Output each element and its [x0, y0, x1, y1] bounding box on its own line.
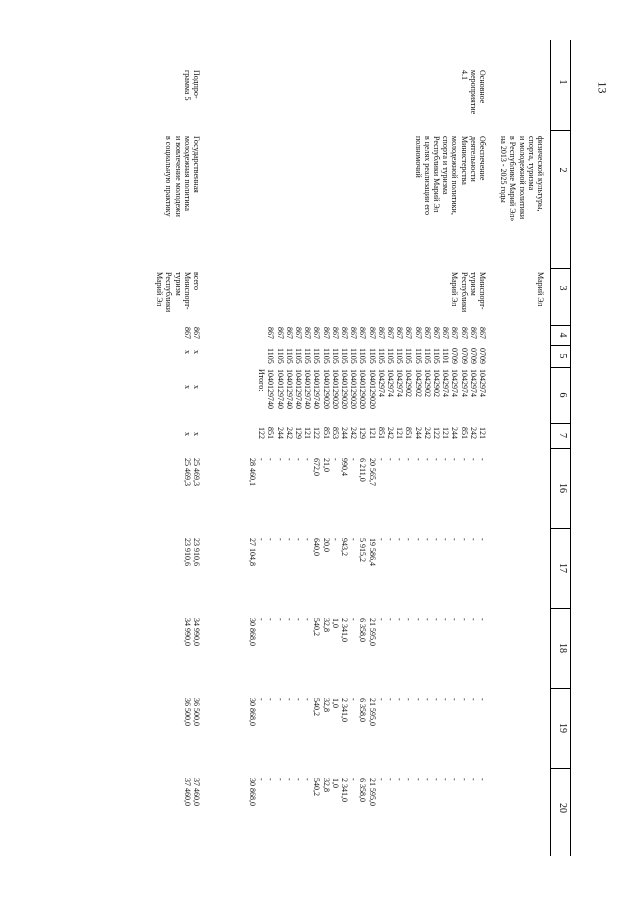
cell-r2-c4: 867 867 — [182, 327, 201, 339]
col-header-3: 3 — [557, 285, 568, 291]
cell-r1-c19: - - - - - - - - - - - - 21 595,0 6 358,0 - 2 341,0 1,0 32,8 540,2 - - - - - - 30 868,0 — [247, 698, 487, 726]
cell-r1-c7: 121 242 851 244 121 122 242 244 851 121 242 851 121 129 242 244 853 851 122 121 129 242 244 851 122 — [257, 427, 487, 439]
cell-r2-c17: 23 910,6 23 910,6 — [182, 538, 201, 566]
cell-r1-c2: Обеспечение деятельности Министерства молодежной политики, спорта и туризма Республики Марий Эл в целях реализации его полномочий — [413, 136, 487, 216]
col-header-6: 6 — [557, 392, 568, 398]
cell-r1-c1: Основное мероприятие 4.1 — [459, 70, 487, 115]
cell-r2-c20: 37 460,0 37 460,0 — [182, 778, 201, 806]
cell-r2-c3: всего Минспорт- туризм Республики Марий Эл — [155, 272, 201, 313]
cell-r2-c16: 25 469,3 25 469,3 — [182, 458, 201, 486]
cell-r1-c16: - - - - - - - - - - - - 20 565,7 6 211,0 - 990,4 - 21,0 672,0 - - - - - - 28 460,1 — [247, 458, 487, 486]
col-header-20: 20 — [557, 803, 568, 813]
table-header-row — [550, 40, 571, 856]
cell-r1-c6: 1042974 1042974 1042974 1042974 1042974 1042902 1042902 1042902 1042902 1042974 1042974 1042974 1040129020 1040129020 1040129020 1040129020 1040129020 1040129020 1040129740 1040129740 1040129740 1040129740 1040129740 1040129740 Итого: — [257, 369, 487, 409]
cell-r0-c2: физической культуры, спорта, туризма и молодежной политики в Республике Марий Эл» на 2013 - 2025 годы — [499, 136, 545, 222]
cell-r2-c19: 36 500,0 36 500,0 — [182, 698, 201, 726]
cell-r2-c1: Подпро- грамма 5 — [182, 70, 201, 101]
budget-table — [111, 40, 568, 856]
col-header-5: 5 — [557, 353, 568, 359]
col-header-19: 19 — [557, 723, 568, 733]
col-header-16: 16 — [557, 483, 568, 493]
col-header-17: 17 — [557, 563, 568, 573]
col-header-7: 7 — [557, 433, 568, 438]
cell-r2-c2: Государственная молодежная политика и вовлечение молодежи в социальную практику — [164, 136, 201, 217]
cell-r1-c18: - - - - - - - - - - - - 21 595,0 6 358,0 - 2 341,0 1,0 32,8 540,2 - - - - - - 30 868,0 — [247, 618, 487, 646]
cell-r2-c7: x x — [182, 432, 201, 436]
cell-r1-c3: Минспорт- туризм Республики Марий Эл — [450, 272, 487, 313]
rotated-table-body — [111, 40, 571, 856]
cell-r2-c6: x x — [182, 385, 201, 389]
cell-r1-c4: 867 867 867 867 867 867 867 867 867 867 867 867 867 867 867 867 867 867 867 867 867 867 867 867 — [266, 327, 487, 339]
col-header-4: 4 — [557, 332, 568, 338]
cell-r1-c5: 0709 0709 0709 0709 1101 1105 1105 1105 1105 1105 1105 1105 1105 1105 1105 1105 1105 1105 1105 1105 1105 1105 1105 1105 — [266, 348, 487, 364]
col-header-1: 1 — [557, 79, 568, 85]
cell-r1-c20: - - - - - - - - - - - - 21 595,0 6 358,0 - 2 341,0 1,0 32,8 540,2 - - - - - - 30 868,0 — [247, 778, 487, 806]
cell-r2-c18: 34 990,0 34 990,0 — [182, 618, 201, 646]
cell-r0-c3: Марий Эл — [536, 272, 545, 307]
page-number: 13 — [595, 81, 610, 94]
cell-r2-c5: x x — [182, 350, 201, 354]
cell-r1-c17: - - - - - - - - - - - - 19 586,4 5 915,2 - 943,2 - 20,0 640,0 - - - - - - 27 104,8 — [247, 538, 487, 566]
col-header-2: 2 — [557, 167, 568, 173]
col-header-18: 18 — [557, 643, 568, 653]
